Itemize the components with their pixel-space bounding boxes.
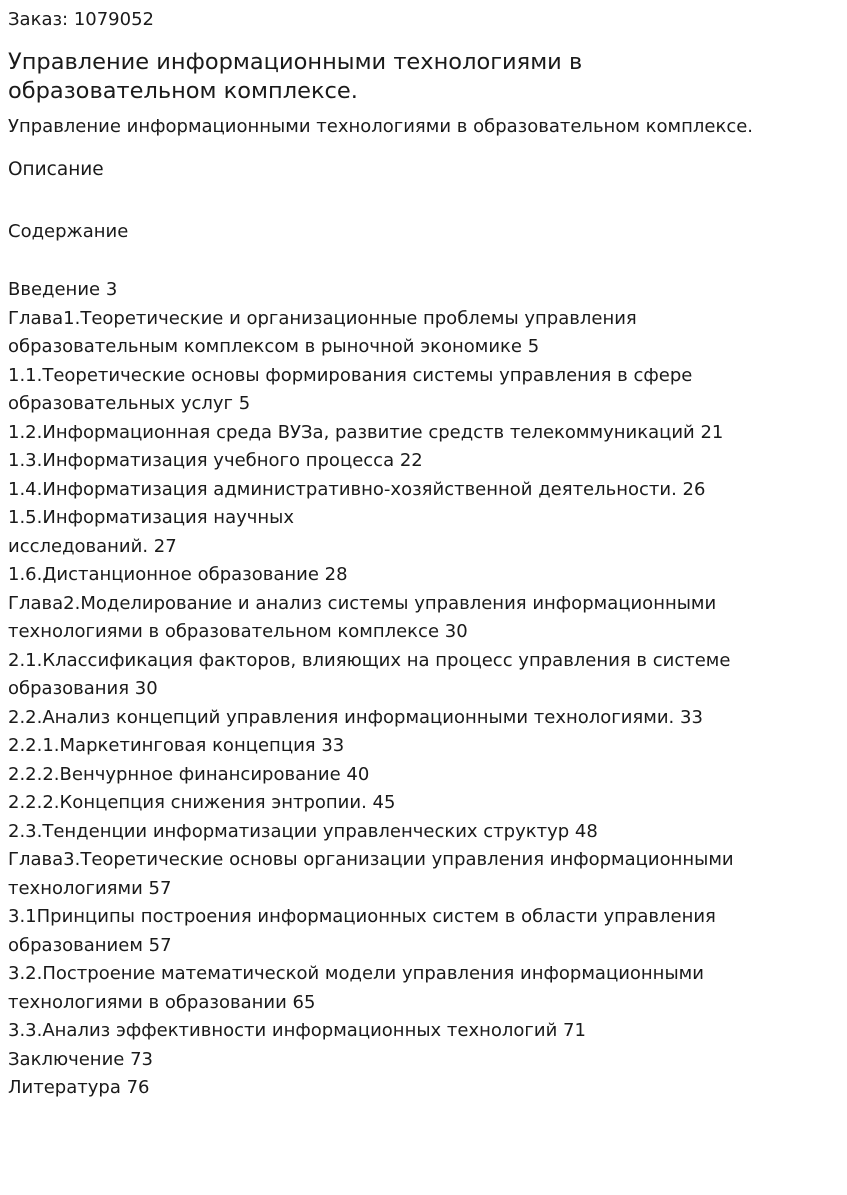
toc-item-text: Литература 76 [8, 1077, 150, 1098]
page-title: Управление информационными технологиями в образовательном комплексе. [8, 49, 583, 104]
toc-item [8, 761, 839, 790]
toc-item [8, 789, 839, 818]
page-subtitle: Управление информационными технологиями в образовательном комплексе. [8, 116, 754, 137]
toc-item [8, 419, 839, 448]
toc-item [8, 561, 839, 590]
toc-item [8, 476, 839, 505]
toc-item [8, 447, 839, 476]
description-heading: Описание [8, 159, 104, 180]
toc-item [8, 362, 839, 419]
toc-item-text: Заключение 73 [8, 1048, 153, 1070]
toc-item [8, 704, 839, 733]
order-number: Заказ: 1079052 [8, 9, 154, 30]
toc-item-text: 3.2.Построение математической модели управления информационными технологиями в образовании 65 [8, 963, 704, 1013]
toc-item [8, 846, 839, 903]
toc-item [8, 504, 839, 561]
toc-item-text: 2.1.Классификация факторов, влияющих на процесс управления в системе образования 30 [8, 649, 731, 699]
toc-item-text: Введение 3 [8, 279, 118, 300]
toc-item [8, 903, 839, 960]
toc-item-text: 3.3.Анализ эффективности информационных технологий 71 [8, 1020, 586, 1041]
toc-item [8, 1017, 839, 1046]
toc-item [8, 732, 839, 761]
toc-item-text: 2.3.Тенденции информатизации управленческих структур 48 [8, 820, 598, 842]
table-of-contents [8, 276, 839, 1103]
toc-item [8, 1074, 839, 1103]
toc-item-text: 2.2.2.Венчурнное финансирование 40 [8, 763, 370, 785]
toc-item-text: Глава3.Теоретические основы организации управления информационными технологиями 57 [8, 849, 734, 899]
toc-item [8, 647, 839, 704]
contents-heading: Содержание [8, 221, 129, 242]
toc-item [8, 590, 839, 647]
toc-item-text: 3.1Принципы построения информационных систем в области управления образованием 57 [8, 906, 716, 956]
toc-item [8, 276, 839, 305]
toc-item-text: 1.6.Дистанционное образование 28 [8, 564, 348, 585]
toc-item [8, 1046, 839, 1075]
toc-item-text: 2.2.Анализ концепций управления информационными технологиями. 33 [8, 706, 703, 728]
toc-item-text: 2.2.1.Маркетинговая концепция 33 [8, 735, 345, 756]
toc-item-text: Глава2.Моделирование и анализ системы управления информационными технологиями в образовательном комплексе 30 [8, 592, 717, 642]
toc-item-text: 1.1.Теоретические основы формирования системы управления в сфере образовательных услуг 5 [8, 364, 693, 414]
toc-item [8, 960, 839, 1017]
toc-item-text: 1.3.Информатизация учебного процесса 22 [8, 450, 423, 471]
toc-item [8, 818, 839, 847]
toc-item-text: 1.4.Информатизация административно-хозяйственной деятельности. 26 [8, 478, 706, 500]
toc-item [8, 305, 839, 362]
toc-item-text: 1.2.Информационная среда ВУЗа, развитие средств телекоммуникаций 21 [8, 421, 724, 443]
toc-item-text: 1.5.Информатизация научных исследований. 27 [8, 507, 295, 557]
toc-item-text: Глава1.Теоретические и организационные проблемы управления образовательным комплексом в рыночной экономике 5 [8, 307, 637, 357]
toc-item-text: 2.2.2.Концепция снижения энтропии. 45 [8, 792, 396, 813]
